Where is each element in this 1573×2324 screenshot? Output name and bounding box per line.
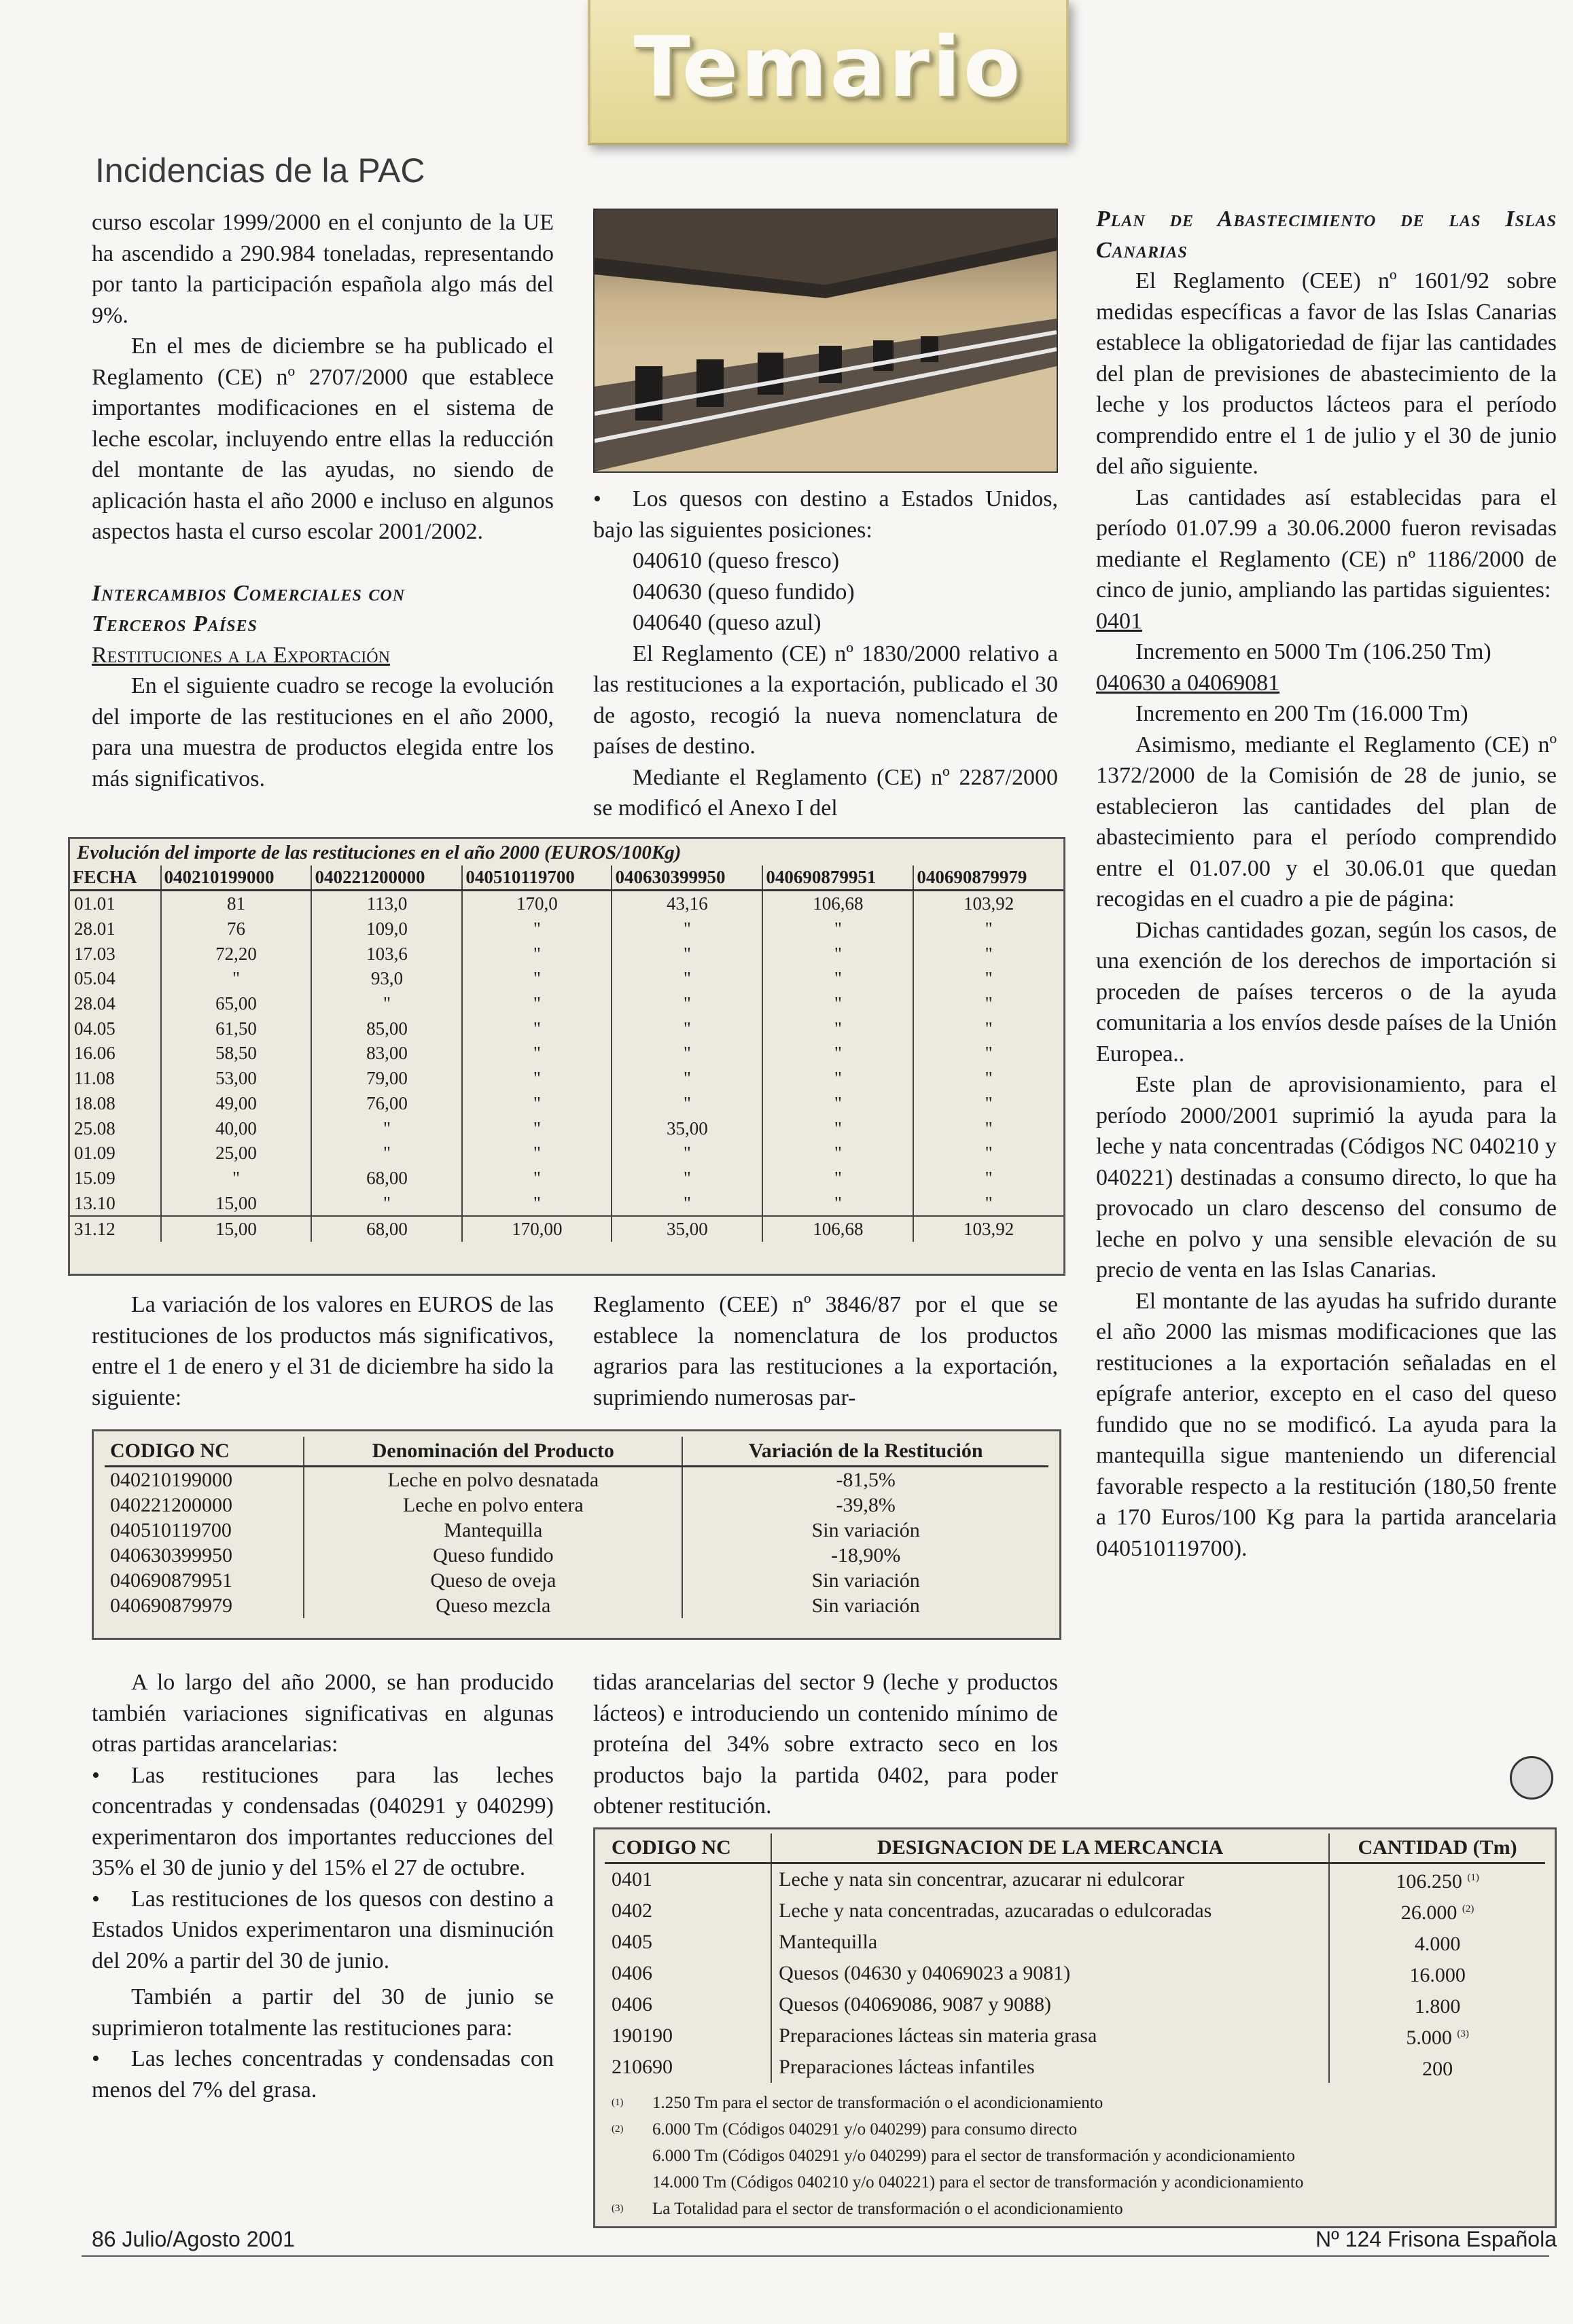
table-row bbox=[70, 1066, 1063, 1091]
table-cell: 15,00 bbox=[161, 1190, 312, 1216]
table-cell: -81,5% bbox=[836, 1469, 896, 1491]
table-cell: Quesos (04630 y 04069023 a 9081) bbox=[771, 1958, 1329, 1989]
column-header: 040690879979 bbox=[913, 865, 1063, 891]
paragraph: El Reglamento (CEE) nº 1601/92 sobre medidas específicas a favor de las Islas Canarias establece la obligatoriedad de fijar las cantidades del plan de previsiones de abastecimiento de la leche y los productos lácteos para el período comprendido entre el 1 de julio y el 30 de junio del año siguiente. bbox=[1096, 268, 1557, 479]
column-header: 040690879951 bbox=[762, 865, 913, 891]
table-cell: 103,92 bbox=[964, 893, 1014, 914]
table-cell: 103,92 bbox=[913, 1216, 1063, 1242]
table-cell: " bbox=[762, 991, 913, 1016]
column-1-middle bbox=[92, 1289, 554, 1413]
table-cell: 15,00 bbox=[161, 1216, 312, 1242]
table-cell: -18,90% bbox=[830, 1544, 901, 1567]
table-cell: 040510119700 bbox=[105, 1518, 304, 1543]
table-cell: 170,0 bbox=[462, 891, 612, 916]
code-line: 040640 (queso azul) bbox=[633, 610, 821, 635]
table-row bbox=[70, 941, 1063, 966]
footnote-line bbox=[612, 2169, 1532, 2196]
table-cell: 103,6 bbox=[311, 941, 462, 966]
table-cell: 28.04 bbox=[70, 991, 161, 1016]
table-row bbox=[70, 1091, 1063, 1116]
footnote-mark: (2) bbox=[612, 2124, 624, 2134]
table-cell: 15.09 bbox=[70, 1166, 161, 1191]
column-header: 040630399950 bbox=[612, 865, 762, 891]
variacion-table-box bbox=[92, 1429, 1061, 1640]
table-cell: 35,00 bbox=[612, 1115, 762, 1141]
column-header: FECHA bbox=[70, 865, 161, 891]
paragraph: Este plan de aprovisionamiento, para el período 2000/2001 suprimió la ayuda para la leche y nata concentradas (Códigos NC 040210 y 040221) destinadas a consumo directo, lo que ha provocado un claro descenso del consumo de leche en polvo y una sensible elevación de su precio de venta en las Islas Canarias. bbox=[1096, 1072, 1557, 1283]
paragraph: El Reglamento (CE) nº 1830/2000 relativo a las restituciones a la exportación, publicado el 30 de agosto, recogió la nueva nomenclatura de países de destino. bbox=[593, 641, 1058, 759]
table-cell: " bbox=[462, 1066, 612, 1091]
column-header: CANTIDAD (Tm) bbox=[1329, 1834, 1545, 1863]
footnote-line bbox=[612, 2116, 1532, 2143]
table-cell: Quesos (04069086, 9087 y 9088) bbox=[771, 1989, 1329, 2020]
table-cell: " bbox=[762, 941, 913, 966]
code-line: 040630 (queso fundido) bbox=[633, 579, 855, 605]
table-cell: " bbox=[161, 966, 312, 991]
column-1-bottom bbox=[92, 1667, 554, 2105]
table-row bbox=[70, 1041, 1063, 1066]
table-caption: Evolución del importe de las restituciones en el año 2000 (EUROS/100Kg) bbox=[77, 842, 682, 863]
table-cell: " bbox=[462, 1041, 612, 1066]
table-header-row bbox=[105, 1437, 1048, 1467]
table-cell: " bbox=[612, 991, 762, 1016]
footer-right: Nº 124 Frisona Española bbox=[1315, 2227, 1557, 2251]
footnote-text: 6.000 Tm (Códigos 040291 y/o 040299) para consumo directo bbox=[652, 2120, 1078, 2139]
table-cell: 17.03 bbox=[70, 941, 161, 966]
table-cell: " bbox=[612, 1066, 762, 1091]
table-cell: " bbox=[762, 966, 913, 991]
table-cell: " bbox=[462, 991, 612, 1016]
subsection-heading: Terceros Países bbox=[92, 611, 258, 637]
table-cell: " bbox=[985, 918, 993, 940]
footnote-text: 1.250 Tm para el sector de transformación o el acondicionamiento bbox=[652, 2094, 1103, 2112]
table-cell: 040210199000 bbox=[105, 1467, 304, 1493]
table-cell: 113,0 bbox=[311, 891, 462, 916]
column-header: Denominación del Producto bbox=[304, 1437, 682, 1467]
table-cell: Mantequilla bbox=[304, 1518, 682, 1543]
abastecimiento-table-box bbox=[593, 1827, 1557, 2228]
table-cell: 170,00 bbox=[462, 1216, 612, 1242]
table-cell: 11.08 bbox=[70, 1066, 161, 1091]
table-body bbox=[70, 891, 1063, 1242]
table-cell: 109,0 bbox=[311, 916, 462, 942]
table-cell: 76,00 bbox=[311, 1091, 462, 1116]
table-row bbox=[70, 891, 1063, 916]
table-cell: 81 bbox=[161, 891, 312, 916]
table-row bbox=[70, 916, 1063, 942]
column-header: 040210199000 bbox=[161, 865, 312, 891]
footer-left: 86 Julio/Agosto 2001 bbox=[92, 2227, 295, 2251]
table-cell: " bbox=[612, 1016, 762, 1041]
table-row bbox=[70, 966, 1063, 991]
table-cell: 04.05 bbox=[70, 1016, 161, 1041]
footnote-mark bbox=[612, 2143, 652, 2169]
table-cell: " bbox=[612, 1041, 762, 1066]
table-cell: 61,50 bbox=[161, 1016, 312, 1041]
table-cell: " bbox=[985, 1118, 993, 1139]
paragraph: También a partir del 30 de junio se suprimieron totalmente las restituciones para: bbox=[92, 1984, 554, 2041]
table-row bbox=[605, 1927, 1545, 1958]
column-2-bottom bbox=[593, 1667, 1058, 1822]
table-cell: " bbox=[762, 1190, 913, 1216]
table-cell: 40,00 bbox=[161, 1115, 312, 1141]
table-cell: " bbox=[462, 1016, 612, 1041]
table-cell: " bbox=[762, 1091, 913, 1116]
table-cell: " bbox=[985, 1167, 993, 1188]
table-cell: 0401 bbox=[605, 1863, 771, 1896]
table-cell: 25.08 bbox=[70, 1115, 161, 1141]
paragraph: Mediante el Reglamento (CE) nº 2287/2000 se modificó el Anexo I del bbox=[593, 764, 1058, 821]
table-cell: " bbox=[462, 1091, 612, 1116]
footnote-line bbox=[612, 2143, 1532, 2169]
footnote-mark: (3) bbox=[1457, 2028, 1469, 2039]
table-cell bbox=[1329, 1895, 1545, 1927]
column-2-top bbox=[593, 484, 1058, 824]
table-cell: 16.06 bbox=[70, 1041, 161, 1066]
table-cell: " bbox=[762, 1115, 913, 1141]
footnote-mark: (2) bbox=[1462, 1903, 1474, 1914]
column-1-top bbox=[92, 207, 554, 794]
table-cell: " bbox=[462, 966, 612, 991]
quantity-value: 106.250 bbox=[1396, 1870, 1462, 1893]
emblem-icon bbox=[1510, 1756, 1553, 1800]
table-cell: 68,00 bbox=[311, 1216, 462, 1242]
table-cell: 68,00 bbox=[311, 1166, 462, 1191]
table-cell: " bbox=[762, 1041, 913, 1066]
cattle-barn-photo bbox=[593, 209, 1058, 473]
table-cell: " bbox=[762, 1066, 913, 1091]
footnote-text: 14.000 Tm (Códigos 040210 y/o 040221) para el sector de transformación y acondicionamiento bbox=[652, 2173, 1304, 2192]
bullet-item: • Las restituciones de los quesos con destino a Estados Unidos experimentaron una disminución del 20% a partir del 30 de junio. bbox=[92, 1884, 554, 1977]
table-cell bbox=[1329, 1927, 1545, 1958]
paragraph: Asimismo, mediante el Reglamento (CE) nº 1372/2000 de la Comisión de 28 de junio, se establecieron las cantidades del plan de abastecimiento para el período comprendido entre el 01.07.00 y el 30.06.01 que quedan recogidas en el cuadro a pie de página: bbox=[1096, 732, 1557, 912]
paragraph: Incremento en 200 Tm (16.000 Tm) bbox=[1135, 701, 1468, 726]
table-cell: " bbox=[985, 1068, 993, 1089]
paragraph: Incremento en 5000 Tm (106.250 Tm) bbox=[1135, 639, 1491, 664]
table-cell: 31.12 bbox=[70, 1216, 161, 1242]
quantity-value: 4.000 bbox=[1414, 1933, 1461, 1955]
table-cell: " bbox=[311, 1141, 462, 1166]
table-cell: 83,00 bbox=[311, 1041, 462, 1066]
table-cell: " bbox=[612, 1166, 762, 1191]
table-cell bbox=[1329, 1958, 1545, 1989]
table-cell: 05.04 bbox=[70, 966, 161, 991]
banner bbox=[588, 0, 1069, 145]
table-row bbox=[105, 1543, 1048, 1568]
table-cell bbox=[1329, 2052, 1545, 2083]
table-cell: 0406 bbox=[605, 1989, 771, 2020]
table-row bbox=[105, 1492, 1048, 1518]
paragraph: En el siguiente cuadro se recoge la evolución del importe de las restituciones en el año 2000, para una muestra de productos elegida entre los más significativos. bbox=[92, 673, 554, 791]
table-cell: 28.01 bbox=[70, 916, 161, 942]
table-cell: " bbox=[462, 1166, 612, 1191]
bullet-item: • Las leches concentradas y condensadas con menos del 7% del grasa. bbox=[92, 2043, 554, 2105]
table-cell: Preparaciones lácteas sin materia grasa bbox=[771, 2020, 1329, 2052]
footnote-mark bbox=[612, 2169, 652, 2196]
table-cell: " bbox=[762, 1016, 913, 1041]
table-header-row bbox=[605, 1834, 1545, 1863]
table-row bbox=[605, 1863, 1545, 1896]
table-cell bbox=[1329, 1863, 1545, 1896]
table-cell: " bbox=[612, 1141, 762, 1166]
table-cell: " bbox=[311, 991, 462, 1016]
column-header: CODIGO NC bbox=[605, 1834, 771, 1863]
table-cell: " bbox=[462, 916, 612, 942]
table-cell: 190190 bbox=[605, 2020, 771, 2052]
table-cell: Leche y nata concentradas, azucaradas o edulcoradas bbox=[771, 1895, 1329, 1927]
table-cell: 25,00 bbox=[161, 1141, 312, 1166]
table-cell: " bbox=[612, 1091, 762, 1116]
column-3 bbox=[1096, 204, 1557, 1564]
column-header: 040221200000 bbox=[311, 865, 462, 891]
table-cell: " bbox=[612, 916, 762, 942]
table-row bbox=[70, 1016, 1063, 1041]
table-cell: 040690879979 bbox=[105, 1593, 304, 1618]
restituciones-table bbox=[70, 839, 1063, 1242]
abastecimiento-table bbox=[605, 1834, 1545, 2083]
table-cell: Leche y nata sin concentrar, azucarar ni edulcorar bbox=[771, 1863, 1329, 1896]
table-cell: " bbox=[985, 1192, 993, 1213]
paragraph: En el mes de diciembre se ha publicado el Reglamento (CE) nº 2707/2000 que establece importantes modificaciones en el sistema de leche escolar, incluyendo entre ellas la reducción del montante de las ayudas, no siendo de aplicación hasta el año 2000 e incluso en algunos aspectos hasta el curso escolar 2001/2002. bbox=[92, 334, 554, 544]
table-cell: 106,68 bbox=[762, 891, 913, 916]
table-cell: 53,00 bbox=[161, 1066, 312, 1091]
table-cell: " bbox=[462, 941, 612, 966]
table-cell: " bbox=[612, 1190, 762, 1216]
quantity-value: 200 bbox=[1422, 2058, 1453, 2080]
table-cell: 0402 bbox=[605, 1895, 771, 1927]
quantity-value: 16.000 bbox=[1409, 1964, 1466, 1986]
table-cell: " bbox=[462, 1190, 612, 1216]
table-cell: " bbox=[762, 1166, 913, 1191]
table-cell: " bbox=[311, 1115, 462, 1141]
footnote-line bbox=[612, 2090, 1532, 2116]
table-cell: " bbox=[985, 968, 993, 989]
table-cell: 0405 bbox=[605, 1927, 771, 1958]
table-cell: " bbox=[762, 1141, 913, 1166]
table-cell: " bbox=[985, 1018, 993, 1039]
table-cell: 01.01 bbox=[70, 891, 161, 916]
table-cell: Leche en polvo entera bbox=[304, 1492, 682, 1518]
table-row bbox=[605, 1958, 1545, 1989]
table-cell: 040630399950 bbox=[105, 1543, 304, 1568]
table-row bbox=[605, 1895, 1545, 1927]
table-cell: " bbox=[462, 1141, 612, 1166]
footnote-text: 6.000 Tm (Códigos 040291 y/o 040299) para el sector de transformación y acondicionamiento bbox=[652, 2147, 1295, 2165]
column-header: 040510119700 bbox=[462, 865, 612, 891]
code-line: 0401 bbox=[1096, 608, 1142, 634]
table-cell bbox=[1329, 1989, 1545, 2020]
quantity-value: 1.800 bbox=[1414, 1995, 1461, 2018]
table-cell: " bbox=[985, 943, 993, 964]
table-cell: 76 bbox=[161, 916, 312, 942]
table-cell: Leche en polvo desnatada bbox=[304, 1467, 682, 1493]
quantity-value: 26.000 bbox=[1400, 1901, 1457, 1924]
table-cell: " bbox=[985, 1143, 993, 1164]
subsection-heading: Plan de Abastecimiento de las Islas Canarias bbox=[1096, 207, 1557, 263]
table-cell: " bbox=[985, 1043, 993, 1064]
table-row bbox=[70, 991, 1063, 1016]
table-cell: 0406 bbox=[605, 1958, 771, 1989]
table-cell: 040690879951 bbox=[105, 1568, 304, 1593]
table-cell: 210690 bbox=[605, 2052, 771, 2083]
paragraph: curso escolar 1999/2000 en el conjunto de la UE ha ascendido a 290.984 toneladas, representando por tanto la participación española algo más del 9%. bbox=[92, 210, 554, 328]
table-header-row bbox=[70, 865, 1063, 891]
table-cell: 040221200000 bbox=[105, 1492, 304, 1518]
table-cell: Sin variación bbox=[811, 1569, 920, 1592]
paragraph: El montante de las ayudas ha sufrido durante el año 2000 las mismas modificaciones que las restituciones a la exportación señaladas en el epígrafe anterior, excepto en el caso del queso fundido que no se modificó. La ayuda para la mantequilla sigue manteniendo un diferencial favorable respecto a la restitución (180,50 frente a 170 Euros/100 Kg para la partida arancelaria 040510119700). bbox=[1096, 1288, 1557, 1561]
table-cell: 79,00 bbox=[311, 1066, 462, 1091]
table-row bbox=[605, 2052, 1545, 2083]
table-cell bbox=[1329, 2020, 1545, 2052]
column-2-middle bbox=[593, 1289, 1058, 1413]
table-cell: Queso de oveja bbox=[304, 1568, 682, 1593]
paragraph: A lo largo del año 2000, se han producido también variaciones significativas en algunas otras partidas arancelarias: bbox=[92, 1670, 554, 1757]
table-cell: Preparaciones lácteas infantiles bbox=[771, 2052, 1329, 2083]
table-cell: " bbox=[612, 941, 762, 966]
footnote-line bbox=[612, 2196, 1532, 2222]
table-cell: Mantequilla bbox=[771, 1927, 1329, 1958]
table-cell: 72,20 bbox=[161, 941, 312, 966]
table-footnotes bbox=[605, 2083, 1545, 2232]
table-cell: Sin variación bbox=[811, 1594, 920, 1617]
column-header: CODIGO NC bbox=[105, 1437, 304, 1467]
table-cell: Sin variación bbox=[811, 1519, 920, 1541]
table-cell: -39,8% bbox=[836, 1494, 896, 1516]
bullet-item: • Las restituciones para las leches concentradas y condensadas (040291 y 040299) experimentaron dos importantes reducciones del 35% el 30 de junio y del 15% el 27 de octubre. bbox=[92, 1760, 554, 1884]
table-cell: Queso fundido bbox=[304, 1543, 682, 1568]
table-cell: " bbox=[161, 1166, 312, 1191]
column-header: DESIGNACION DE LA MERCANCIA bbox=[771, 1834, 1329, 1863]
table-cell: 13.10 bbox=[70, 1190, 161, 1216]
table-cell: 106,68 bbox=[762, 1216, 913, 1242]
table-body bbox=[605, 1863, 1545, 2084]
table-cell: 58,50 bbox=[161, 1041, 312, 1066]
code-line: 040610 (queso fresco) bbox=[633, 548, 840, 573]
table-cell: 01.09 bbox=[70, 1141, 161, 1166]
table-row bbox=[70, 1141, 1063, 1166]
quantity-value: 5.000 bbox=[1406, 2026, 1452, 2049]
table-cell: Queso mezcla bbox=[304, 1593, 682, 1618]
table-cell: 18.08 bbox=[70, 1091, 161, 1116]
table-cell: " bbox=[985, 993, 993, 1014]
table-cell: " bbox=[462, 1115, 612, 1141]
column-header: Variación de la Restitución bbox=[682, 1437, 1048, 1467]
table-cell: " bbox=[762, 916, 913, 942]
bullet-item: • Los quesos con destino a Estados Unidos, bajo las siguientes posiciones: bbox=[593, 484, 1058, 546]
footnote-mark: (1) bbox=[612, 2097, 624, 2108]
table-row bbox=[70, 1216, 1063, 1242]
section-title: Incidencias de la PAC bbox=[95, 151, 425, 190]
table-cell: " bbox=[612, 966, 762, 991]
code-line: 040630 a 04069081 bbox=[1096, 670, 1280, 696]
footnote-text: La Totalidad para el sector de transformación o el acondicionamiento bbox=[652, 2200, 1123, 2218]
table-row bbox=[105, 1467, 1048, 1493]
table-row bbox=[105, 1568, 1048, 1593]
table-cell: 93,0 bbox=[311, 966, 462, 991]
paragraph: tidas arancelarias del sector 9 (leche y productos lácteos) e introduciendo un contenido mínimo de proteína del 34% sobre extracto seco en los productos bajo la partida 0402, para poder obtener restitución. bbox=[593, 1670, 1058, 1819]
table-row bbox=[70, 1115, 1063, 1141]
variacion-table bbox=[105, 1437, 1048, 1618]
table-row bbox=[105, 1518, 1048, 1543]
footnote-mark: (1) bbox=[1467, 1872, 1479, 1883]
banner-title: Temario bbox=[633, 19, 1023, 115]
table-row bbox=[605, 1989, 1545, 2020]
table-row bbox=[70, 1190, 1063, 1216]
table-cell: 65,00 bbox=[161, 991, 312, 1016]
subsection-heading: Intercambios Comerciales con bbox=[92, 580, 406, 606]
table-cell: 85,00 bbox=[311, 1016, 462, 1041]
table-cell: " bbox=[985, 1092, 993, 1113]
table-row bbox=[105, 1593, 1048, 1618]
paragraph: Reglamento (CEE) nº 3846/87 por el que se establece la nomenclatura de los productos agrarios para las restituciones a la exportación, suprimiendo numerosas par- bbox=[593, 1292, 1058, 1410]
table-cell: 35,00 bbox=[612, 1216, 762, 1242]
paragraph: La variación de los valores en EUROS de las restituciones de los productos más significativos, entre el 1 de enero y el 31 de diciembre ha sido la siguiente: bbox=[92, 1292, 554, 1410]
restituciones-table-box bbox=[68, 837, 1065, 1276]
footnote-mark: (3) bbox=[612, 2203, 624, 2214]
paragraph: Las cantidades así establecidas para el período 01.07.99 a 30.06.2000 fueron revisadas mediante el Reglamento (CE) nº 1186/2000 de cinco de junio, ampliando las partidas siguientes: bbox=[1096, 484, 1557, 603]
paragraph: Dichas cantidades gozan, según los casos, de una exención de los derechos de importación si proceden de países terceros o de la ayuda comunitaria a los envíos desde países de la Unión Europea.. bbox=[1096, 917, 1557, 1067]
table-cell: " bbox=[311, 1190, 462, 1216]
footer-rule bbox=[82, 2255, 1549, 2257]
table-body bbox=[105, 1467, 1048, 1619]
table-row bbox=[605, 2020, 1545, 2052]
table-cell: 43,16 bbox=[612, 891, 762, 916]
subsection-subheading: Restituciones a la Exportación bbox=[92, 642, 390, 668]
table-cell: 49,00 bbox=[161, 1091, 312, 1116]
table-row bbox=[70, 1166, 1063, 1191]
